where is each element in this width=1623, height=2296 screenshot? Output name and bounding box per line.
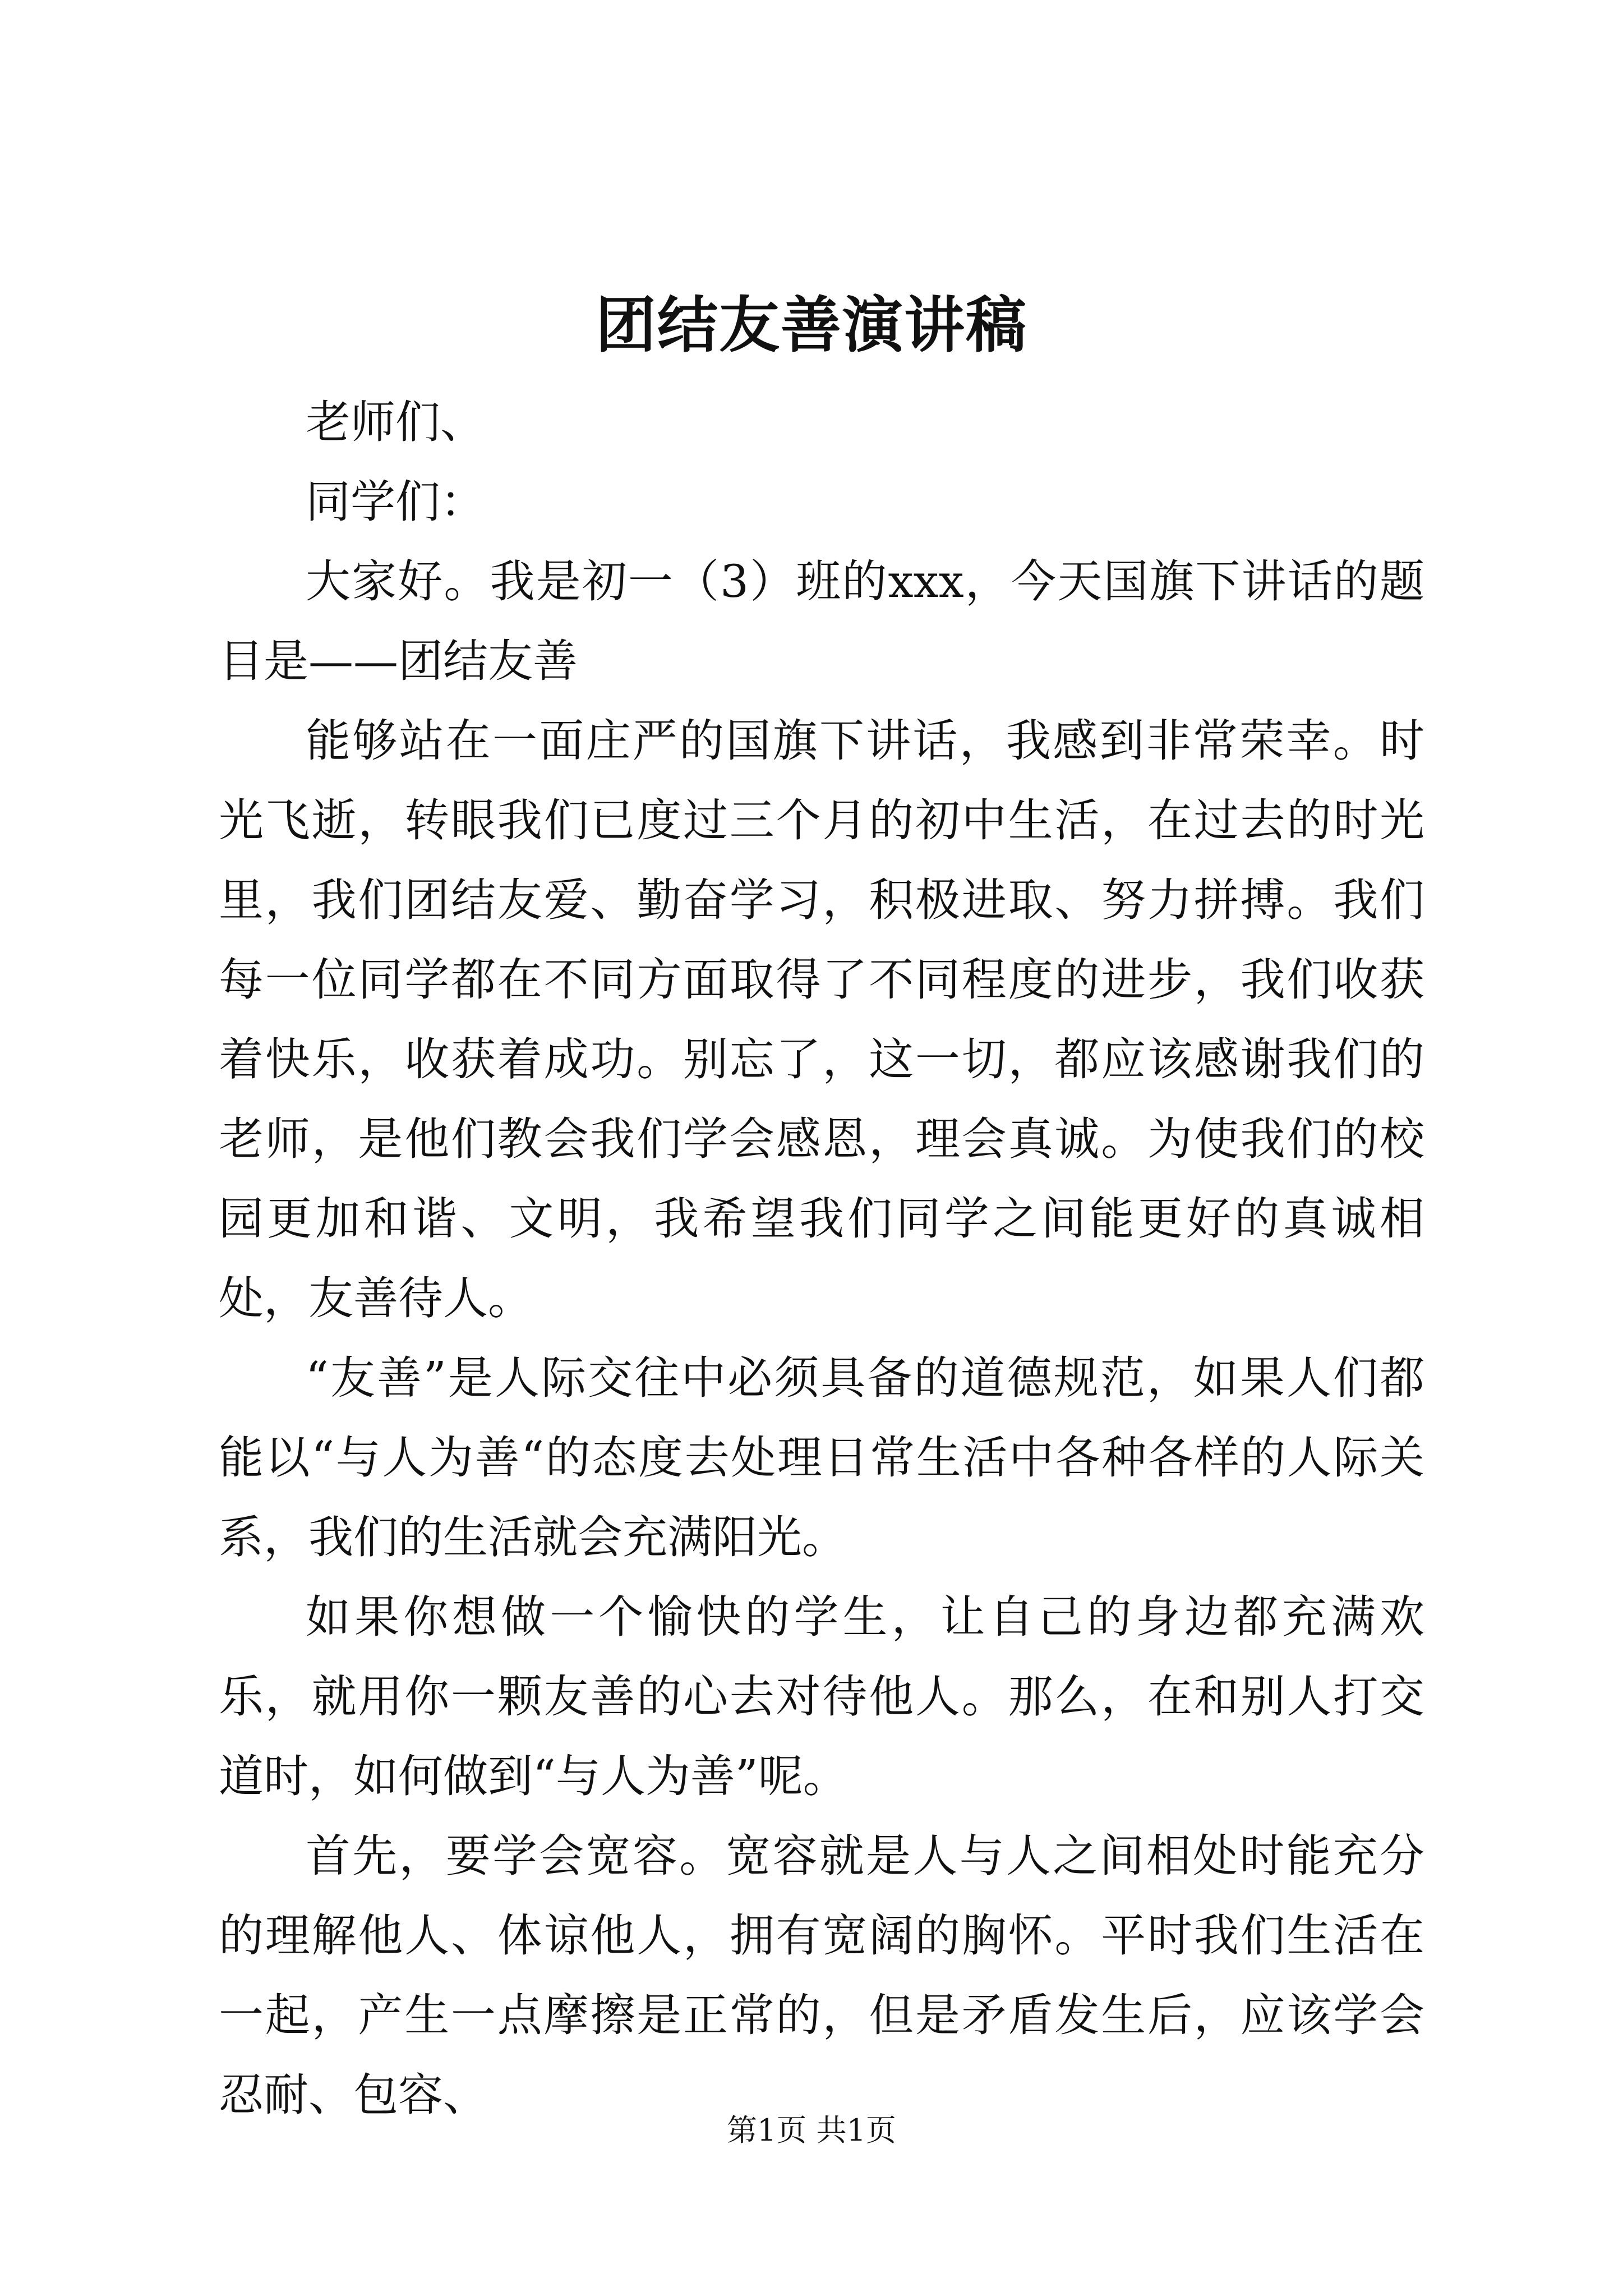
page-number-footer: 第1页 共1页 [727,2113,896,2148]
paragraph-honor: 能够站在一面庄严的国旗下讲话，我感到非常荣幸。时光飞逝，转眼我们已度过三个月的初中生活，在过去的时光里，我们团结友爱、勤奋学习，积极进取、努力拼搏。我们每一位同学都在不同方面取得了不同程度的进步，我们收获着快乐，收获着成功。别忘了，这一切，都应该感谢我们的老师，是他们教会我们学会感恩，理会真诚。为使我们的校园更加和谐、文明，我希望我们同学之间能更好的真诚相处，友善待人。 [219,715,1424,1324]
paragraph-friendliness: “友善”是人际交往中必须具备的道德规范，如果人们都能以“与人为善“的态度去处理日常生活中各种各样的人际关系，我们的生活就会充满阳光。 [219,1352,1424,1563]
paragraph-intro: 大家好。我是初一（3）班的xxx，今天国旗下讲话的题目是——团结友善 [219,555,1424,687]
greeting-students: 同学们： [306,476,485,528]
document-title: 团结友善演讲稿 [595,290,1027,361]
paragraph-tolerance: 首先，要学会宽容。宽容就是人与人之间相处时能充分的理解他人、体谅他人，拥有宽阔的胸怀。平时我们生活在一起，产生一点摩擦是正常的，但是矛盾发生后，应该学会忍耐、包容、 [219,1830,1424,2121]
document-body [219,383,1424,2135]
paragraph-happy-student: 如果你想做一个愉快的学生，让自己的身边都充满欢乐，就用你一颗友善的心去对待他人。那么，在和别人打交道时，如何做到“与人为善”呢。 [219,1591,1424,1802]
greeting-teachers: 老师们、 [306,396,485,448]
